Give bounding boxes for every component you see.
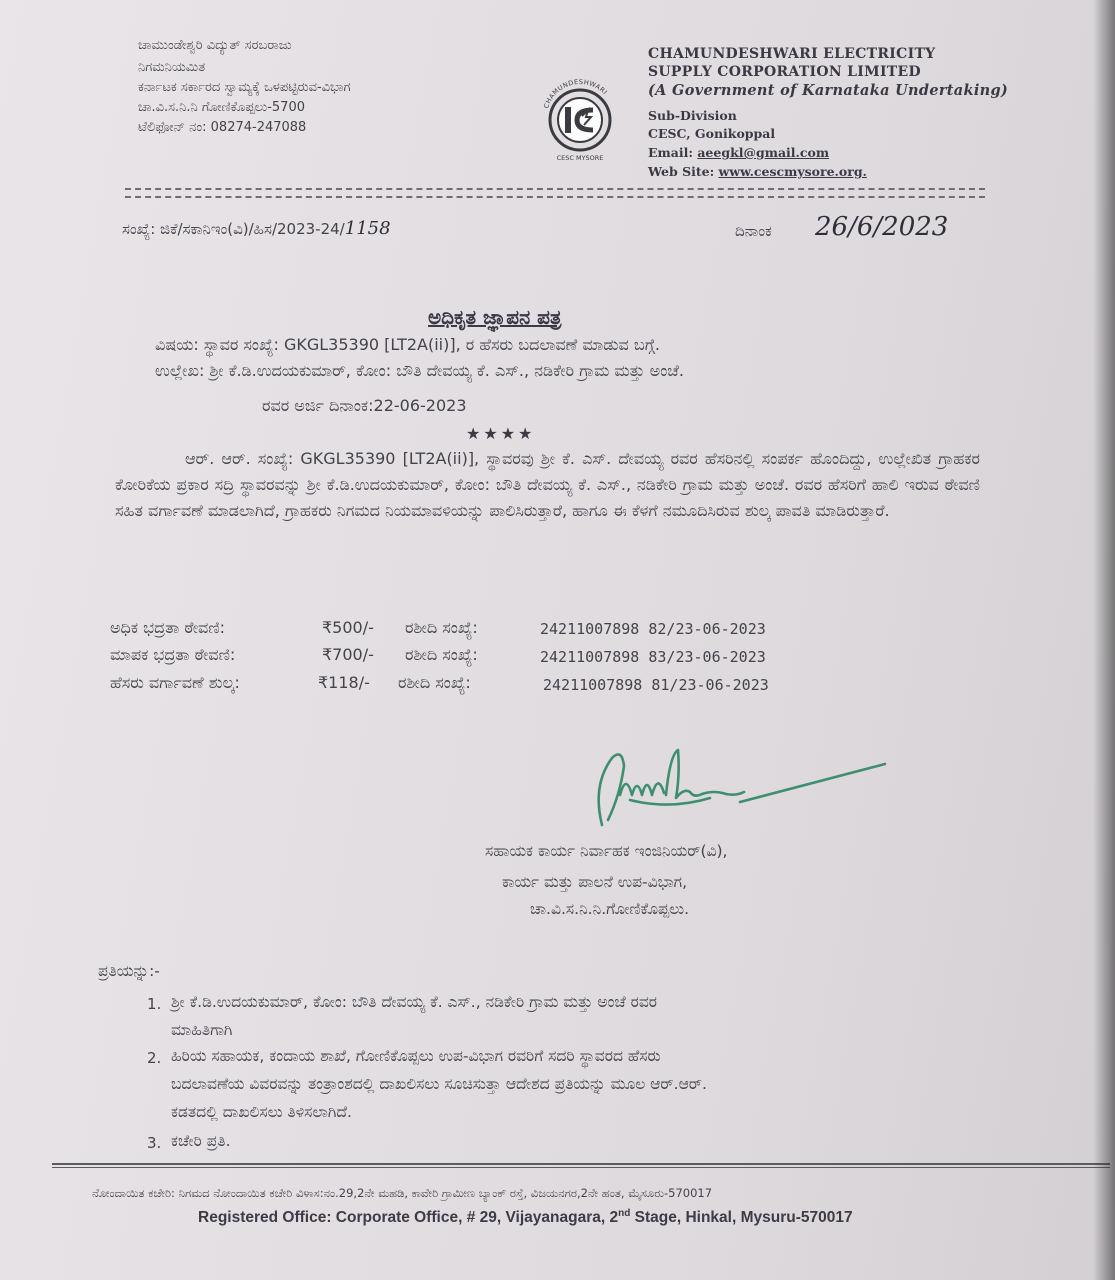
fee-receipt-label-name-transfer: ರಶೀದಿ ಸಂಖ್ಯೆ: — [398, 673, 471, 692]
email-link[interactable]: aeegkl@gmail.com — [697, 145, 830, 160]
header-separator-top — [125, 188, 985, 190]
reference-number-label: ಸಂಖ್ಯೆ: ಜಿಕೆ/ಸಕಾನಿಇಂ(ವಿ)/ಹಿಸ/2023-24/ — [122, 220, 345, 238]
website-link[interactable]: www.cescmysore.org. — [718, 164, 867, 179]
letterhead-kn-line-4: ಚಾ.ವಿ.ಸ.ನಿ.ನಿ ಗೋಣಿಕೊಪ್ಪಲು-5700 — [138, 100, 305, 115]
fee-amount-meter-deposit: ₹700/- — [322, 645, 374, 664]
signatory-line-1: ಸಹಾಯಕ ಕಾರ್ಯ ನಿರ್ವಾಹಕ ಇಂಜಿನಿಯರ್(ವಿ), — [485, 842, 728, 860]
letterhead-kn-line-2: ನಿಗಮನಿಯಮಿತ — [138, 60, 206, 75]
letterhead-kn-line-5: ಟೆಲಿಫೋನ್ ನಂ: 08274-247088 — [138, 120, 307, 135]
footer-registered-office-kn: ನೋಂದಾಯಿತ ಕಚೇರಿ: ನಿಗಮದ ನೋಂದಾಯಿತ ಕಚೇರಿ ವಿಳಾಸ:ನಂ.29,2ನೇ ಮಹಡಿ, ಕಾವೇರಿ ಗ್ರಾಮೀಣ ಬ್ಯಾಂಕ್ ರಸ್ತೆ, ವಿಜಯನಗರ,2ನೇ ಹಂತ, ಮೈಸೂರು-570017 — [92, 1186, 713, 1200]
letterhead-kn-line-1: ಚಾಮುಂಡೇಶ್ವರಿ ವಿದ್ಯುತ್ ಸರಬರಾಜು — [138, 38, 292, 53]
reference-number — [122, 218, 391, 239]
email-label: Email: — [648, 145, 693, 160]
letterhead-en-line-4: Sub-Division — [648, 108, 737, 123]
copy-1-line-2: ಮಾಹಿತಿಗಾಗಿ — [171, 1021, 233, 1039]
fee-amount-name-transfer: ₹118/- — [318, 673, 370, 692]
letterhead-en-line-1: CHAMUNDESHWARI ELECTRICITY — [648, 46, 936, 62]
web-label: Web Site: — [648, 164, 715, 179]
fee-label-name-transfer: ಹೆಸರು ವರ್ಗಾವಣೆ ಶುಲ್ಕ: — [110, 673, 240, 692]
footer-rule-bottom — [52, 1167, 1110, 1168]
header-separator-bottom — [125, 196, 985, 198]
reference-number-handwritten: 1158 — [344, 218, 391, 239]
fee-amount-additional-deposit: ₹500/- — [322, 618, 374, 637]
copy-3-number: 3. — [147, 1134, 162, 1152]
memo-reference-line-2: ರವರ ಅರ್ಜಿ ದಿನಾಂಕ:22-06-2023 — [262, 396, 467, 415]
page-edge-shadow — [1093, 0, 1115, 1280]
logo-ring-text: CHAMUNDESHWARI — [542, 77, 610, 110]
signatory-line-3: ಚಾ.ವಿ.ಸ.ನಿ.ನಿ.ಗೋಣಿಕೊಪ್ಪಲು. — [530, 900, 690, 918]
fee-receipt-label-additional-deposit: ರಶೀದಿ ಸಂಖ್ಯೆ: — [405, 618, 478, 637]
handwritten-signature — [590, 740, 890, 835]
fee-receipt-meter-deposit: 24211007898 83/23-06-2023 — [540, 648, 766, 666]
footer-rule-top — [52, 1163, 1110, 1165]
fee-label-additional-deposit: ಅಧಿಕ ಭದ್ರತಾ ಠೇವಣಿ: — [110, 618, 226, 637]
copy-2-line-3: ಕಡತದಲ್ಲಿ ದಾಖಲಿಸಲು ತಿಳಿಸಲಾಗಿದೆ. — [171, 1103, 352, 1121]
letterhead-kn-line-3: ಕರ್ನಾಟಕ ಸರ್ಕಾರದ ಸ್ವಾಮ್ಯಕ್ಕೆ ಒಳಪಟ್ಟಿರುವ-ವಿಭಾಗ — [138, 80, 351, 95]
letterhead-en-line-2: SUPPLY CORPORATION LIMITED — [648, 64, 921, 80]
fee-receipt-label-meter-deposit: ರಶೀದಿ ಸಂಖ್ಯೆ: — [405, 645, 478, 664]
copy-1-line-1: ಶ್ರೀ ಕೆ.ಡಿ.ಉದಯಕುಮಾರ್, ಕೋಂ: ಬೌತಿ ದೇವಯ್ಯ ಕೆ. ಎಸ್., ನಡಿಕೇರಿ ಗ್ರಾಮ ಮತ್ತು ಅಂಚೆ ರವರ — [171, 993, 658, 1011]
copies-heading: ಪ್ರತಿಯನ್ನು:- — [98, 962, 160, 980]
letterhead-email — [648, 145, 829, 160]
letterhead-en-line-3: (A Government of Karnataka Undertaking) — [648, 82, 1009, 99]
date-label: ದಿನಾಂಕ — [735, 222, 772, 240]
copy-3-line-1: ಕಚೇರಿ ಪ್ರತಿ. — [171, 1132, 231, 1150]
logo-caption: CESC MYSORE — [556, 154, 604, 162]
date-handwritten: 26/6/2023 — [815, 212, 949, 242]
copy-1 — [171, 988, 657, 1044]
memo-title: ಅಧಿಕೃತ ಜ್ಞಾಪನ ಪತ್ರ — [428, 305, 562, 329]
fee-receipt-name-transfer: 24211007898 81/23-06-2023 — [543, 676, 769, 694]
copy-2-line-1: ಹಿರಿಯ ಸಹಾಯಕ, ಕಂದಾಯ ಶಾಖೆ, ಗೋಣಿಕೊಪ್ಪಲು ಉಪ-ವಿಭಾಗ ರವರಿಗೆ ಸದರಿ ಸ್ಥಾವರದ ಹೆಸರು — [171, 1047, 661, 1065]
copy-3 — [171, 1127, 231, 1155]
signatory-line-2: ಕಾರ್ಯ ಮತ್ತು ಪಾಲನೆ ಉಪ-ವಿಭಾಗ, — [502, 873, 687, 891]
footer-registered-office-en — [198, 1208, 853, 1227]
memo-body: ಆರ್. ಆರ್. ಸಂಖ್ಯೆ: GKGL35390 [LT2A(ii)], ಸ್ಥಾವರವು ಶ್ರೀ ಕೆ. ಎಸ್. ದೇವಯ್ಯ ರವರ ಹೆಸರಿನಲ್ಲಿ ಸಂಪರ್ಕ ಹೊಂದಿದ್ದು, ಉಲ್ಲೇಖಿತ ಗ್ರಾಹಕರ ಕೋರಿಕೆಯ ಪ್ರಕಾರ ಸದ್ರಿ ಸ್ಥಾವರವನ್ನು ಶ್ರೀ ಕೆ.ಡಿ.ಉದಯಕುಮಾರ್, ಕೋಂ: ಬೌತಿ ದೇವಯ್ಯ ಕೆ. ಎಸ್., ನಡಿಕೇರಿ ಗ್ರಾಮ ಮತ್ತು ಅಂಚೆ. ರವರ ಹೆಸರಿಗೆ ಹಾಲಿ ಇರುವ ಠೇವಣಿ ಸಹಿತ ವರ್ಗಾವಣೆ ಮಾಡಲಾಗಿದೆ, ಗ್ರಾಹಕರು ನಿಗಮದ ನಿಯಮಾವಳಿಯನ್ನು ಪಾಲಿಸಿರುತ್ತಾರೆ, ಹಾಗೂ ಈ ಕೆಳಗೆ ನಮೂದಿಸಿರುವ ಶುಲ್ಕ ಪಾವತಿ ಮಾಡಿರುತ್ತಾರೆ. — [115, 449, 980, 520]
fee-label-meter-deposit: ಮಾಪಕ ಭದ್ರತಾ ಠೇವಣಿ: — [110, 645, 236, 664]
copy-2-number: 2. — [147, 1049, 162, 1067]
separator-stars: ★★★★ — [466, 424, 536, 443]
copy-2-line-2: ಬದಲಾವಣೆಯ ವಿವರವನ್ನು ತಂತ್ರಾಂಶದಲ್ಲಿ ದಾಖಲಿಸಲು ಸೂಚಿಸುತ್ತಾ ಆದೇಶದ ಪ್ರತಿಯನ್ನು ಮೂಲ ಆರ್.ಆರ್. — [171, 1075, 707, 1093]
letterhead-website — [648, 164, 867, 179]
footer-en-sup: nd — [618, 1208, 631, 1219]
footer-en-main: Registered Office: Corporate Office, # 29, Vijayanagara, 2 — [198, 1209, 619, 1227]
copy-2 — [171, 1042, 707, 1126]
memo-reference-line-1: ಉಲ್ಲೇಖ: ಶ್ರೀ ಕೆ.ಡಿ.ಉದಯಕುಮಾರ್, ಕೋಂ: ಬೌತಿ ದೇವಯ್ಯ ಕೆ. ಎಸ್., ನಡಿಕೇರಿ ಗ್ರಾಮ ಮತ್ತು ಅಂಚೆ. — [155, 361, 684, 380]
fee-receipt-additional-deposit: 24211007898 82/23-06-2023 — [540, 620, 766, 638]
letterhead-en-line-5: CESC, Gonikoppal — [648, 126, 776, 141]
copy-1-number: 1. — [147, 995, 162, 1013]
memo-subject: ವಿಷಯ: ಸ್ಥಾವರ ಸಂಖ್ಯೆ: GKGL35390 [LT2A(ii)], ರ ಹೆಸರು ಬದಲಾವಣೆ ಮಾಡುವ ಬಗ್ಗೆ. — [155, 335, 661, 354]
cesc-logo — [535, 72, 625, 162]
footer-en-rest: Stage, Hinkal, Mysuru-570017 — [630, 1209, 853, 1227]
